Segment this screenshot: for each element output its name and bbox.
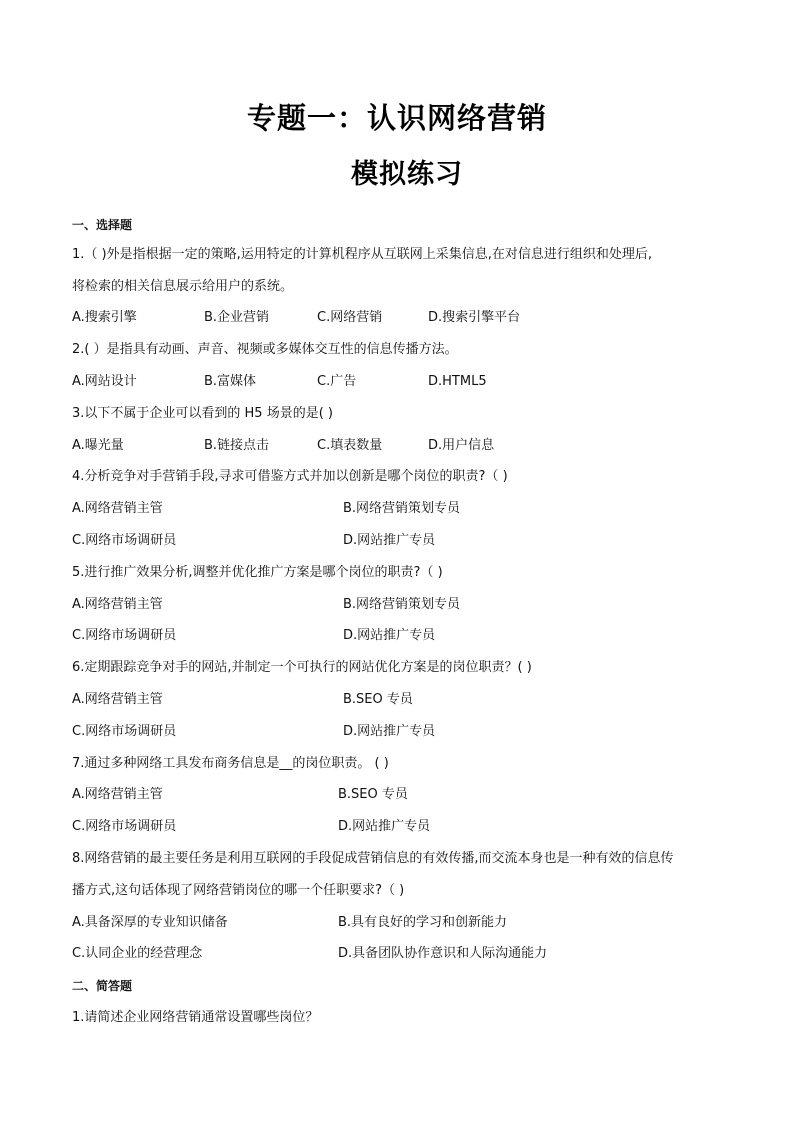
question-2: 2.( ）是指具有动画、声音、视频或多媒体交互性的信息传播方法。	[72, 342, 458, 357]
question-5-option-b: B.网络营销策划专员	[343, 597, 461, 612]
question-6-option-b: B.SEO 专员	[343, 692, 413, 707]
question-5-option-a: A.网络营销主管	[72, 597, 163, 612]
question-2-option-a: A.网站设计	[72, 374, 137, 389]
question-4-option-a: A.网络营销主管	[72, 501, 163, 516]
question-8-option-b: B.具有良好的学习和创新能力	[338, 915, 508, 930]
question-1-option-a: A.搜索引擎	[72, 310, 137, 325]
question-4: 4.分析竞争对手营销手段,寻求可借鉴方式并加以创新是哪个岗位的职责?（ )	[72, 469, 508, 484]
question-5-option-d: D.网站推广专员	[343, 628, 436, 643]
question-3-option-a: A.曝光量	[72, 438, 124, 453]
question-4-option-b: B.网络营销策划专员	[343, 501, 461, 516]
short-answer-question-1: 1.请简述企业网络营销通常设置哪些岗位？	[72, 1010, 319, 1025]
section-heading-short-answer: 二、简答题	[72, 979, 133, 993]
question-3-option-d: D.用户信息	[428, 438, 495, 453]
question-7: 7.通过多种网络工具发布商务信息是__的岗位职责。 ( )	[72, 756, 389, 771]
question-6: 6.定期跟踪竞争对手的网站,并制定一个可执行的网站优化方案是的岗位职责？( )	[72, 660, 532, 675]
question-7-option-a: A.网络营销主管	[72, 787, 163, 802]
question-6-option-d: D.网站推广专员	[343, 724, 436, 739]
question-7-option-c: C.网络市场调研员	[72, 819, 177, 834]
question-8-line-2: 播方式,这句话体现了网络营销岗位的哪一个任职要求?（ )	[72, 883, 405, 898]
page-title: 专题一：认识网络营销	[246, 101, 547, 135]
question-5-option-c: C.网络市场调研员	[72, 628, 177, 643]
question-1-option-b: B.企业营销	[204, 310, 270, 325]
question-4-option-c: C.网络市场调研员	[72, 533, 177, 548]
question-3-option-b: B.链接点击	[204, 438, 270, 453]
question-3: 3.以下不属于企业可以看到的 H5 场景的是( )	[72, 406, 333, 421]
question-6-option-a: A.网络营销主管	[72, 692, 163, 707]
question-1-line-1: 1.（ )外是指根据一定的策略,运用特定的计算机程序从互联网上采集信息,在对信息进行组织和处理后,	[72, 247, 653, 262]
question-7-option-b: B.SEO 专员	[338, 787, 408, 802]
question-8-line-1: 8.网络营销的最主要任务是利用互联网的手段促成营销信息的有效传播,而交流本身也是一种有效的信息传	[72, 851, 674, 866]
question-2-option-b: B.富媒体	[204, 374, 257, 389]
page-subtitle: 模拟练习	[351, 159, 463, 190]
question-3-option-c: C.填表数量	[317, 438, 383, 453]
question-1-option-c: C.网络营销	[317, 310, 383, 325]
question-8-option-a: A.具备深厚的专业知识储备	[72, 915, 228, 930]
question-1-line-2: 将检索的相关信息展示给用户的系统。	[72, 279, 294, 294]
question-5: 5.进行推广效果分析,调整并优化推广方案是哪个岗位的职责?（ )	[72, 565, 443, 580]
question-2-option-d: D.HTML5	[428, 374, 487, 389]
question-8-option-d: D.具备团队协作意识和人际沟通能力	[338, 946, 548, 961]
question-8-option-c: C.认同企业的经营理念	[72, 946, 203, 961]
question-4-option-d: D.网站推广专员	[343, 533, 436, 548]
question-1-option-d: D.搜索引擎平台	[428, 310, 521, 325]
question-6-option-c: C.网络市场调研员	[72, 724, 177, 739]
question-7-option-d: D.网站推广专员	[338, 819, 431, 834]
section-heading-choice: 一、选择题	[72, 218, 133, 232]
question-2-option-c: C.广告	[317, 374, 357, 389]
